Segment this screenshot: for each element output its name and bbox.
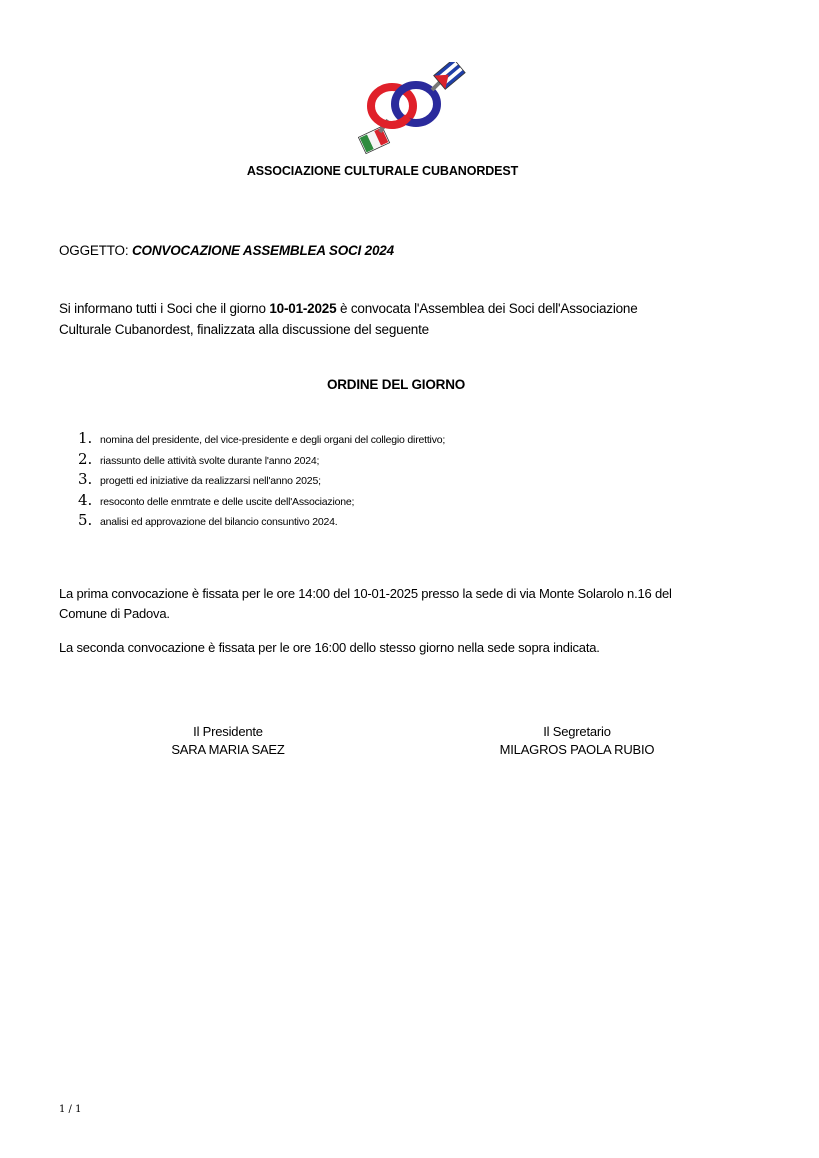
- agenda-item-text: analisi ed approvazione del bilancio consuntivo 2024.: [100, 516, 338, 528]
- agenda-item-text: progetti ed iniziative da realizzarsi nell'anno 2025;: [100, 475, 321, 487]
- intro-paragraph: [59, 298, 659, 340]
- secretary-signature-block: [480, 723, 674, 759]
- italian-flag-icon: [358, 126, 389, 153]
- page-number: 1 / 1: [59, 1104, 82, 1115]
- secretary-role: Il Segretario: [543, 724, 611, 739]
- agenda-item-text: nomina del presidente, del vice-presidente e degli organi del collegio direttivo;: [100, 434, 446, 446]
- agenda-item: [78, 491, 445, 512]
- agenda-item-text: resoconto delle enmtrate e delle uscite dell'Associazione;: [100, 495, 355, 508]
- president-role: Il Presidente: [193, 724, 263, 739]
- agenda-heading: ORDINE DEL GIORNO: [326, 377, 466, 392]
- agenda-item: [78, 470, 445, 491]
- agenda-item: [78, 511, 445, 532]
- president-signature-block: [148, 723, 308, 759]
- agenda-item-number: 1.: [78, 429, 93, 447]
- subject-line: [59, 243, 394, 258]
- agenda-item-number: 5.: [78, 511, 93, 529]
- agenda-item-number: 3.: [78, 470, 93, 488]
- first-convocation: La prima convocazione è fissata per le ore 14:00 del 10-01-2025 presso la sede di via Monte Solarolo n.16 del Comune di Padova.: [59, 586, 672, 621]
- subject-title: CONVOCAZIONE ASSEMBLEA SOCI 2024: [131, 243, 394, 258]
- assembly-date: 10-01-2025: [269, 301, 337, 316]
- agenda-item: [78, 450, 445, 471]
- intro-text-start: Si informano tutti i Soci che il giorno: [59, 301, 270, 316]
- agenda-item-number: 4.: [78, 490, 93, 509]
- association-logo: [358, 62, 466, 156]
- president-name: SARA MARIA SAEZ: [171, 742, 285, 757]
- agenda-item: [78, 429, 445, 450]
- agenda-item-number: 2.: [78, 449, 93, 468]
- association-name: ASSOCIAZIONE CULTURALE CUBANORDEST: [246, 164, 519, 178]
- secretary-name: MILAGROS PAOLA RUBIO: [499, 742, 655, 757]
- intro-text-end: è convocata l'Assemblea dei Soci dell'Associazione Culturale Cubanordest, finalizzata alla discussione del seguente: [59, 301, 638, 337]
- subject-label: OGGETTO:: [59, 243, 129, 258]
- second-convocation: La seconda convocazione è fissata per le ore 16:00 dello stesso giorno nella sede sopra indicata.: [59, 640, 600, 655]
- agenda-item-text: riassunto delle attività svolte durante l'anno 2024;: [100, 454, 320, 467]
- agenda-list: [78, 429, 445, 532]
